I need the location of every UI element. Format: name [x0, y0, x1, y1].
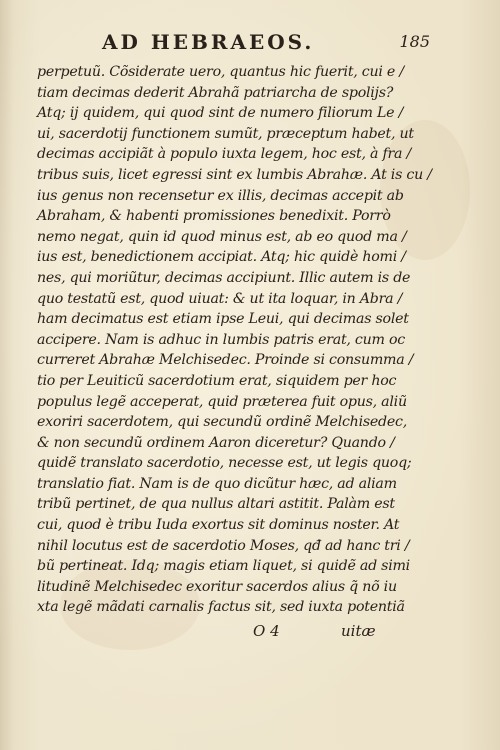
body-text	[37, 62, 432, 618]
page-number: 185	[399, 32, 430, 51]
text-line: tribus suis, licet egressi sint ex lumbis Abrahæ. At is cu /	[37, 166, 432, 183]
text-line: nes, qui moriũtur, decimas accipiunt. Illic autem is de	[37, 269, 411, 286]
text-line: curreret Abrahæ Melchisedec. Proinde si consumma /	[37, 352, 414, 369]
text-line: populus legẽ acceperat, quid præterea fuit opus, aliũ	[37, 393, 407, 410]
text-line: decimas accipiãt à populo iuxta legem, hoc est, à fra /	[37, 146, 412, 163]
text-line: Atq; ij quidem, qui quod sint de numero filiorum Le /	[37, 105, 404, 122]
running-head	[0, 30, 500, 54]
text-line: quidẽ translato sacerdotio, necesse est, ut legis quoq;	[37, 455, 412, 472]
text-line: tribũ pertinet, de qua nullus altari astitit. Palàm est	[37, 496, 395, 513]
text-line: nemo negat, quin id quod minus est, ab eo quod ma /	[37, 228, 407, 245]
text-line: ius est, benedictionem accipiat. Atq; hic quidè homi /	[37, 249, 406, 266]
text-line: perpetuũ. Cõsiderate uero, quantus hic fuerit, cui e /	[37, 64, 404, 80]
text-line: nihil locutus est de sacerdotio Moses, qđ ad hanc tri /	[37, 537, 410, 554]
text-line: tiam decimas dederit Abrahã patriarcha de spolijs?	[37, 84, 394, 101]
text-line: tio per Leuiticũ sacerdotium erat, siquidem per hoc	[37, 372, 397, 389]
signature-mark: O 4	[253, 622, 280, 640]
text-line: bũ pertineat. Idq; magis etiam liquet, si quidẽ ad simi	[37, 558, 410, 575]
text-line: xta legẽ mãdati carnalis factus sit, sed iuxta potentiã	[37, 599, 405, 616]
page-footer	[0, 622, 500, 644]
text-line: quo testatũ est, quod uiuat: & ut ita loquar, in Abra /	[37, 290, 403, 307]
text-line: Abraham, & habenti promissiones benedixit. Porrò	[37, 208, 391, 225]
text-line: ham decimatus est etiam ipse Leui, qui decimas solet	[37, 311, 409, 328]
catchword: uitæ	[341, 622, 376, 640]
running-title: AD HEBRAEOS.	[102, 30, 315, 54]
text-line: translatio fiat. Nam is de quo dicũtur hæc, ad aliam	[37, 475, 397, 492]
text-line: & non secundũ ordinem Aaron diceretur? Quando /	[37, 434, 395, 451]
text-line: ius genus non recensetur ex illis, decimas accepit ab	[37, 187, 404, 204]
text-line: accipere. Nam is adhuc in lumbis patris erat, cum oc	[37, 331, 405, 348]
text-line: ui, sacerdotij functionem sumũt, præceptum habet, ut	[37, 125, 414, 142]
text-line: exoriri sacerdotem, qui secundũ ordinẽ Melchisedec,	[37, 414, 407, 431]
text-line: litudinẽ Melchisedec exoritur sacerdos alius q̃ nõ iu	[37, 578, 397, 595]
text-line: cui, quod è tribu Iuda exortus sit dominus noster. At	[37, 517, 400, 534]
